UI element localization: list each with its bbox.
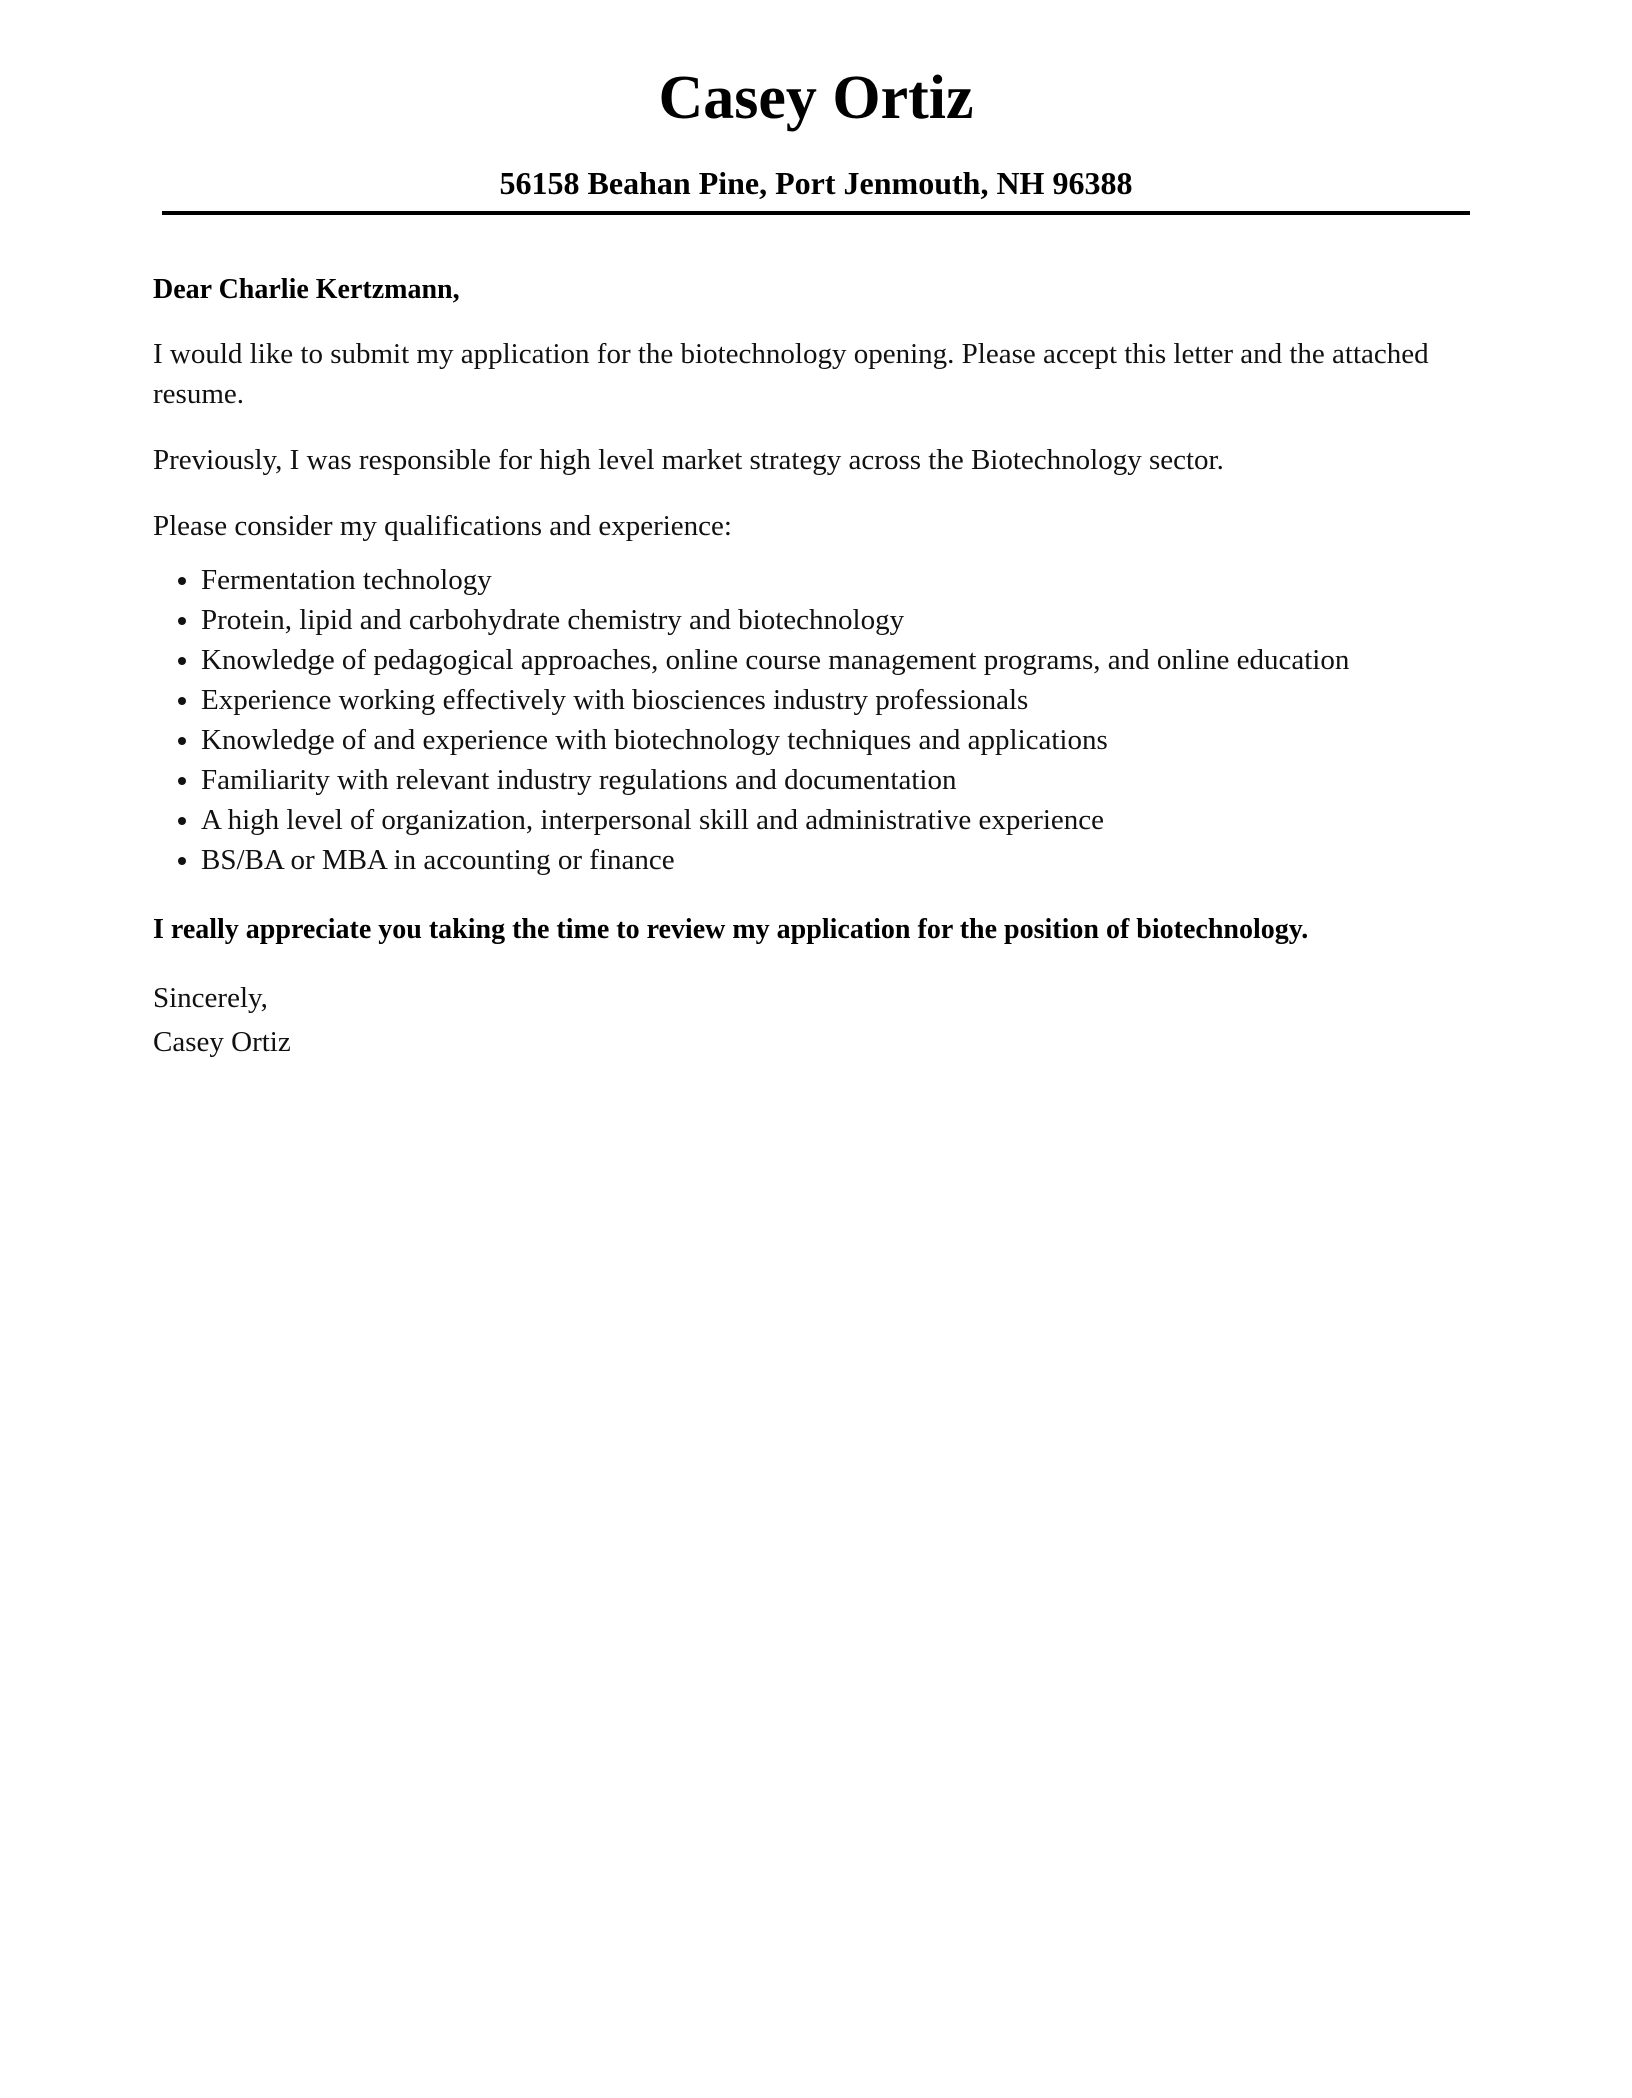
signature-name: Casey Ortiz bbox=[153, 1026, 291, 1058]
applicant-name: Casey Ortiz bbox=[658, 64, 974, 132]
list-item: • Knowledge of pedagogical approaches, online course management programs, and online education bbox=[201, 640, 1483, 680]
letter-body bbox=[153, 270, 1483, 1064]
list-item: • Fermentation technology bbox=[201, 560, 1483, 600]
list-item: • Protein, lipid and carbohydrate chemistry and biotechnology bbox=[201, 600, 1483, 640]
header-divider bbox=[162, 211, 1470, 215]
list-item: • A high level of organization, interpersonal skill and administrative experience bbox=[201, 800, 1483, 840]
list-item: • BS/BA or MBA in accounting or finance bbox=[201, 840, 1483, 880]
list-item: • Experience working effectively with biosciences industry professionals bbox=[201, 680, 1483, 720]
applicant-address: 56158 Beahan Pine, Port Jenmouth, NH 96388 bbox=[499, 165, 1133, 201]
paragraph-intro: I would like to submit my application for the biotechnology opening. Please accept this letter and the attached resume. bbox=[153, 338, 1429, 410]
signoff: Sincerely, bbox=[153, 982, 268, 1014]
qualifications-list bbox=[153, 560, 1483, 880]
paragraph-qualifications-intro: Please consider my qualifications and experience: bbox=[153, 510, 732, 542]
paragraph-experience: Previously, I was responsible for high level market strategy across the Biotechnology sector. bbox=[153, 444, 1224, 476]
closing-statement: I really appreciate you taking the time to review my application for the position of biotechnology. bbox=[153, 914, 1309, 945]
list-item: • Familiarity with relevant industry regulations and documentation bbox=[201, 760, 1483, 800]
salutation: Dear Charlie Kertzmann, bbox=[153, 274, 460, 305]
list-item: • Knowledge of and experience with biotechnology techniques and applications bbox=[201, 720, 1483, 760]
